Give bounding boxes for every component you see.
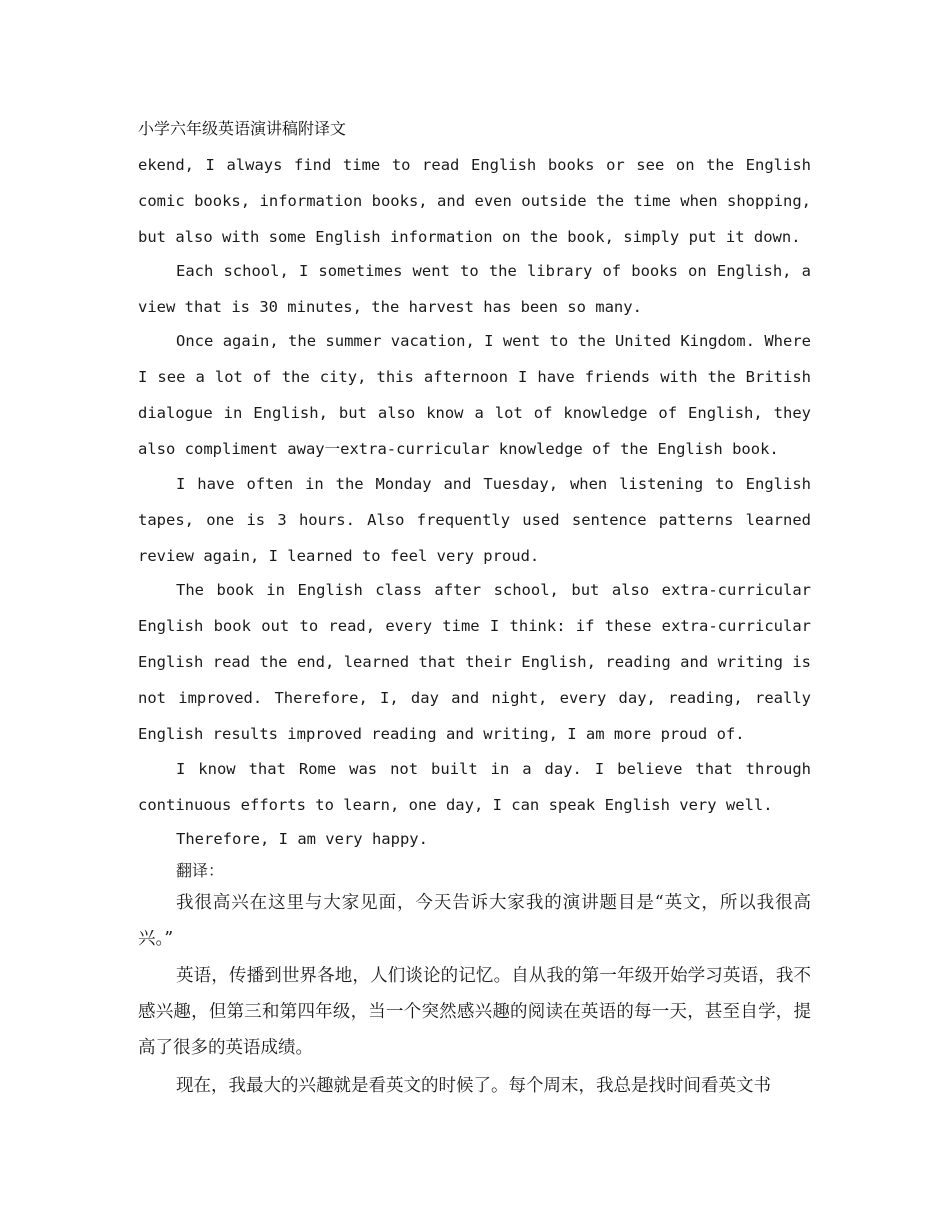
translation-label: 翻译： xyxy=(176,861,225,880)
english-paragraph-6: I know that Rome was not built in a day. I believe that through continuous efforts to learn, one day, I can speak English very well. xyxy=(138,760,811,814)
document-title: 小学六年级英语演讲稿附译文 xyxy=(138,119,347,138)
english-paragraph-7: Therefore, I am very happy. xyxy=(176,830,428,848)
chinese-paragraph-2: 英语，传播到世界各地，人们谈论的记忆。自从我的第一年级开始学习英语，我不感兴趣，但第三和第四年级，当一个突然感兴趣的阅读在英语的每一天，甚至自学，提高了很多的英语成绩。 xyxy=(138,966,811,1058)
english-paragraph-2: Each school, I sometimes went to the library of books on English, a view that is 30 minutes, the harvest has been so many. xyxy=(138,262,811,316)
english-paragraph-5: The book in English class after school, but also extra-curricular English book out to read, every time I think: if these extra-curricular English read the end, learned that their English, reading and writing is not improved. Therefore, I, day and night, every day, reading, really English results improved reading and writing, I am more proud of. xyxy=(138,581,811,743)
english-paragraph-3: Once again, the summer vacation, I went to the United Kingdom. Where I see a lot of the city, this afternoon I have friends with the British dialogue in English, but also know a lot of knowledge of English, they also compliment away一extra-curricular knowledge of the English book. xyxy=(138,332,811,458)
english-paragraph-1: ekend, I always find time to read English books or see on the English comic books, information books, and even outside the time when shopping, but also with some English information on the book, simply put it down. xyxy=(138,156,811,246)
chinese-paragraph-1: 我很高兴在这里与大家见面，今天告诉大家我的演讲题目是“英文，所以我很高兴。” xyxy=(138,893,811,949)
english-paragraph-4: I have often in the Monday and Tuesday, when listening to English tapes, one is 3 hours. Also frequently used sentence patterns learned review again, I learned to feel very proud. xyxy=(138,475,811,565)
chinese-paragraph-3: 现在，我最大的兴趣就是看英文的时候了。每个周末，我总是找时间看英文书 xyxy=(176,1076,771,1096)
